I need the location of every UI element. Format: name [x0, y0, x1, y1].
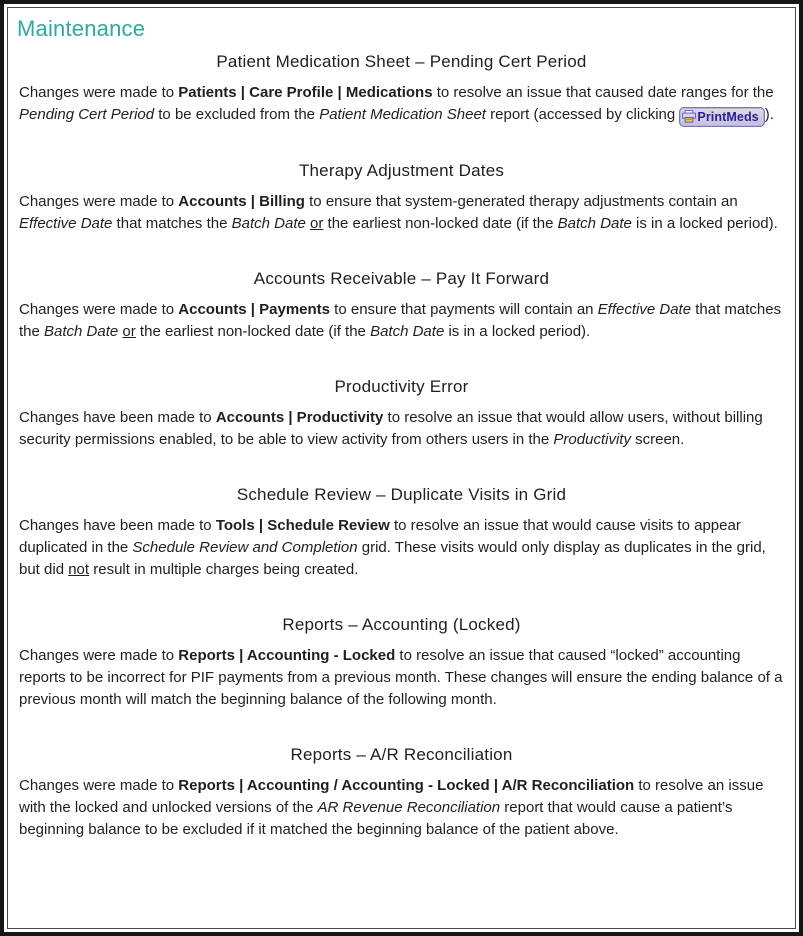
text-run: report (accessed by clicking — [485, 106, 680, 123]
section-paragraph — [19, 407, 784, 451]
text-run: that matches the — [112, 214, 232, 232]
text-run: screen. — [630, 430, 685, 448]
text-run: Reports | Accounting - Locked — [178, 646, 396, 664]
section — [17, 269, 786, 343]
text-run: Changes were made to — [19, 300, 179, 318]
text-run: Batch Date — [231, 214, 306, 232]
text-run: Tools | Schedule Review — [215, 516, 390, 534]
section-heading: Productivity Error — [334, 376, 469, 396]
text-run: the earliest non-locked date (if the — [135, 322, 371, 340]
print-meds-button-label: PrintMeds — [697, 109, 759, 124]
section — [17, 485, 786, 581]
section-heading: Reports – A/R Reconciliation — [290, 744, 513, 764]
text-run: Reports | Accounting / Accounting - Locked | A/R Reconciliation — [178, 776, 635, 794]
section-heading: Accounts Receivable – Pay It Forward — [253, 268, 550, 288]
page-title: Maintenance — [17, 16, 146, 41]
section-paragraph — [19, 775, 784, 841]
section — [17, 745, 786, 841]
section-heading: Reports – Accounting (Locked) — [282, 614, 521, 634]
text-run: or — [122, 322, 136, 340]
text-run: Changes were made to — [19, 192, 179, 210]
text-run: result in multiple charges being created. — [89, 560, 359, 578]
text-run: to resolve an issue with the locked and unlocked versions of the — [19, 776, 764, 816]
text-run: Schedule Review and Completion — [132, 538, 358, 556]
text-run: AR Revenue Reconciliation — [317, 798, 501, 816]
section-heading: Schedule Review – Duplicate Visits in Grid — [236, 484, 567, 504]
content-frame — [7, 7, 796, 929]
section-paragraph — [19, 299, 784, 343]
text-run: Changes were made to — [19, 84, 179, 101]
text-run: Accounts | Billing — [178, 192, 305, 210]
sections-container — [17, 52, 786, 841]
section — [17, 615, 786, 711]
section-paragraph — [19, 645, 784, 711]
text-run: to be excluded from the — [154, 106, 320, 123]
text-run: the earliest non-locked date (if the — [323, 214, 558, 232]
text-run: Changes were made to — [19, 776, 179, 794]
text-run: to resolve an issue that caused “locked” accounting reports to be incorrect for PIF payments from a previous month. These changes will ensure the ending balance of a previous month will match the beginning balance of the following month. — [19, 646, 783, 708]
section-heading: Patient Medication Sheet – Pending Cert Period — [216, 52, 587, 71]
text-run: Changes have been made to — [19, 408, 216, 426]
text-run: Changes have been made to — [19, 516, 216, 534]
text-run: is in a locked period). — [444, 322, 591, 340]
text-run: Effective Date — [597, 300, 692, 318]
text-run: is in a locked period). — [631, 214, 778, 232]
text-run: ). — [764, 106, 774, 123]
text-run: to ensure that system-generated therapy adjustments contain an — [304, 192, 738, 210]
text-run: Accounts | Payments — [178, 300, 331, 318]
section — [17, 161, 786, 235]
text-run: Productivity — [553, 430, 631, 448]
text-run: to resolve an issue that would cause visits to appear duplicated in the — [19, 516, 741, 556]
text-run: or — [310, 214, 324, 232]
text-run: Patient Medication Sheet — [319, 106, 486, 123]
text-run: that matches the — [19, 300, 782, 340]
text-run: Accounts | Productivity — [215, 408, 384, 426]
section-paragraph — [19, 515, 784, 581]
text-run: Batch Date — [44, 322, 119, 340]
text-run: Batch Date — [370, 322, 445, 340]
printer-icon — [682, 110, 696, 123]
section-paragraph — [19, 82, 784, 127]
text-run: to resolve an issue that caused date ranges for the — [432, 84, 774, 101]
section-heading: Therapy Adjustment Dates — [298, 160, 505, 180]
section — [17, 377, 786, 451]
text-run: Batch Date — [557, 214, 632, 232]
text-run: Changes were made to — [19, 646, 179, 664]
text-run: Pending Cert Period — [19, 106, 155, 123]
text-run: to resolve an issue that would allow users, without billing security permissions enabled, to be able to view activity from others users in the — [19, 408, 763, 448]
section-paragraph — [19, 191, 784, 235]
text-run: not — [68, 560, 90, 578]
text-run: report that would cause a patient’s beginning balance to be excluded if it matched the beginning balance of the patient above. — [19, 798, 733, 838]
section — [17, 52, 786, 127]
print-meds-button[interactable] — [679, 107, 764, 127]
text-run: Patients | Care Profile | Medications — [178, 84, 433, 101]
text-run: Effective Date — [19, 214, 113, 232]
text-run: to ensure that payments will contain an — [330, 300, 598, 318]
text-run: grid. These visits would only display as duplicates in the grid, but did — [19, 538, 766, 578]
